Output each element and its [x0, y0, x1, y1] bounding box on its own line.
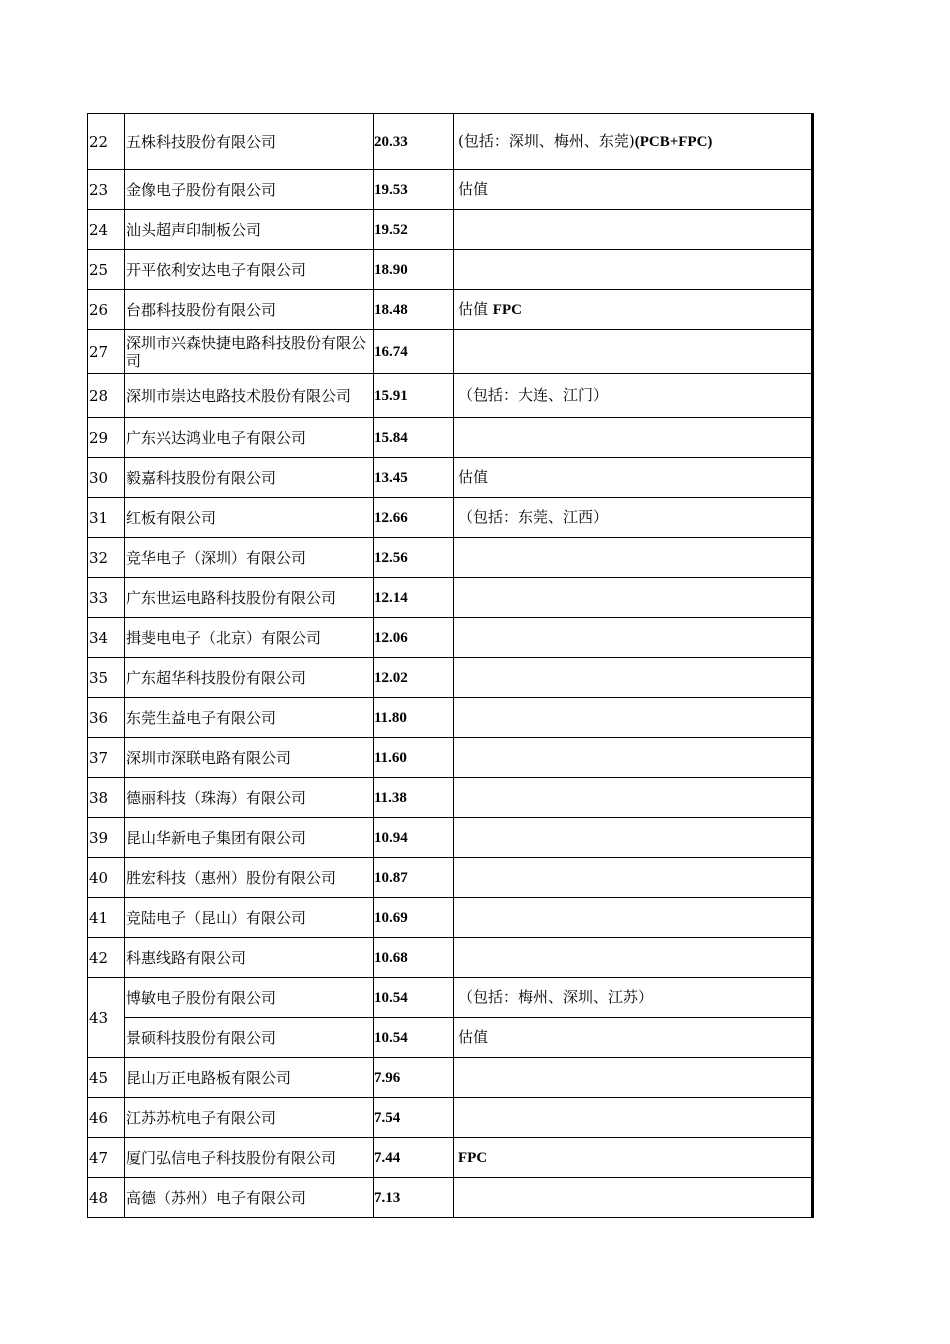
- rank-cell: 43: [88, 978, 125, 1058]
- table-row: [88, 1178, 813, 1218]
- note-cell: [454, 578, 813, 618]
- table-row: [88, 698, 813, 738]
- table-row: [88, 250, 813, 290]
- note-cell: [454, 738, 813, 778]
- note-cell: [454, 290, 813, 330]
- rank-cell: 27: [88, 330, 125, 374]
- rank-cell: 36: [88, 698, 125, 738]
- note-cell: [454, 170, 813, 210]
- company-name-cell: 科惠线路有限公司: [125, 938, 374, 978]
- table-row: [88, 330, 813, 374]
- value-cell: 20.33: [374, 114, 454, 170]
- value-cell: 10.54: [374, 978, 454, 1018]
- value-cell: 15.84: [374, 418, 454, 458]
- note-cell: [454, 778, 813, 818]
- rank-cell: 37: [88, 738, 125, 778]
- value-cell: 11.38: [374, 778, 454, 818]
- note-cell: [454, 114, 813, 170]
- rank-cell: 31: [88, 498, 125, 538]
- rank-cell: 30: [88, 458, 125, 498]
- rank-cell: 42: [88, 938, 125, 978]
- note-cell: [454, 818, 813, 858]
- rank-cell: 29: [88, 418, 125, 458]
- company-name-cell: 广东世运电路科技股份有限公司: [125, 578, 374, 618]
- company-name-cell: 东莞生益电子有限公司: [125, 698, 374, 738]
- note-cell: [454, 898, 813, 938]
- rank-cell: 34: [88, 618, 125, 658]
- table-body: [88, 114, 813, 1218]
- note-cell: [454, 1058, 813, 1098]
- rank-cell: 33: [88, 578, 125, 618]
- table-row: [88, 938, 813, 978]
- rank-cell: 32: [88, 538, 125, 578]
- table-row: [88, 738, 813, 778]
- value-cell: 10.68: [374, 938, 454, 978]
- note-cell: [454, 418, 813, 458]
- value-cell: 19.53: [374, 170, 454, 210]
- company-name-cell: 江苏苏杭电子有限公司: [125, 1098, 374, 1138]
- note-bold-text: FPC: [458, 1150, 488, 1166]
- note-text: (包括：深圳、梅州、东莞): [458, 132, 635, 150]
- company-name-cell: 台郡科技股份有限公司: [125, 290, 374, 330]
- rank-cell: 25: [88, 250, 125, 290]
- note-cell: [454, 1138, 813, 1178]
- table-row: [88, 538, 813, 578]
- note-cell: [454, 938, 813, 978]
- note-cell: [454, 858, 813, 898]
- rank-cell: 41: [88, 898, 125, 938]
- note-text: （包括：大连、江门）: [458, 386, 609, 404]
- note-cell: [454, 978, 813, 1018]
- value-cell: 16.74: [374, 330, 454, 374]
- table-row: [88, 858, 813, 898]
- rank-cell: 40: [88, 858, 125, 898]
- rank-cell: 48: [88, 1178, 125, 1218]
- note-cell: [454, 374, 813, 418]
- value-cell: 11.80: [374, 698, 454, 738]
- company-name-cell: 汕头超声印制板公司: [125, 210, 374, 250]
- table-row: [88, 978, 813, 1018]
- note-text: 估值: [458, 300, 493, 318]
- company-name-cell: 昆山万正电路板有限公司: [125, 1058, 374, 1098]
- company-name-cell: 竞陆电子（昆山）有限公司: [125, 898, 374, 938]
- table-row: [88, 170, 813, 210]
- company-name-cell: 红板有限公司: [125, 498, 374, 538]
- company-name-cell: 深圳市兴森快捷电路科技股份有限公司: [125, 330, 374, 374]
- table-row: [88, 418, 813, 458]
- table-row: [88, 114, 813, 170]
- company-name-cell: 毅嘉科技股份有限公司: [125, 458, 374, 498]
- note-cell: [454, 330, 813, 374]
- value-cell: 18.90: [374, 250, 454, 290]
- note-text: 估值: [458, 1028, 489, 1046]
- value-cell: 7.13: [374, 1178, 454, 1218]
- table-row: [88, 818, 813, 858]
- value-cell: 15.91: [374, 374, 454, 418]
- rank-cell: 38: [88, 778, 125, 818]
- company-name-cell: 竞华电子（深圳）有限公司: [125, 538, 374, 578]
- table-row: [88, 290, 813, 330]
- table-row: [88, 658, 813, 698]
- company-name-cell: 胜宏科技（惠州）股份有限公司: [125, 858, 374, 898]
- note-text: （包括：东莞、江西）: [458, 508, 609, 526]
- note-bold-text: (PCB+FPC): [634, 134, 713, 150]
- company-name-cell: 广东超华科技股份有限公司: [125, 658, 374, 698]
- value-cell: 7.96: [374, 1058, 454, 1098]
- note-cell: [454, 538, 813, 578]
- table-row: [88, 778, 813, 818]
- value-cell: 10.94: [374, 818, 454, 858]
- value-cell: 7.54: [374, 1098, 454, 1138]
- table-row: [88, 1018, 813, 1058]
- note-cell: [454, 698, 813, 738]
- company-name-cell: 高德（苏州）电子有限公司: [125, 1178, 374, 1218]
- value-cell: 11.60: [374, 738, 454, 778]
- rank-cell: 24: [88, 210, 125, 250]
- rank-cell: 35: [88, 658, 125, 698]
- table-row: [88, 618, 813, 658]
- value-cell: 13.45: [374, 458, 454, 498]
- rank-cell: 23: [88, 170, 125, 210]
- note-cell: [454, 498, 813, 538]
- value-cell: 12.66: [374, 498, 454, 538]
- note-cell: [454, 658, 813, 698]
- value-cell: 12.14: [374, 578, 454, 618]
- value-cell: 12.06: [374, 618, 454, 658]
- company-name-cell: 景硕科技股份有限公司: [125, 1018, 374, 1058]
- note-text: （包括：梅州、深圳、江苏）: [458, 988, 654, 1006]
- table-row: [88, 578, 813, 618]
- value-cell: 10.87: [374, 858, 454, 898]
- value-cell: 18.48: [374, 290, 454, 330]
- note-text: 估值: [458, 468, 489, 486]
- rank-cell: 46: [88, 1098, 125, 1138]
- rank-cell: 47: [88, 1138, 125, 1178]
- company-name-cell: 博敏电子股份有限公司: [125, 978, 374, 1018]
- note-text: 估值: [458, 180, 489, 198]
- company-name-cell: 深圳市崇达电路技术股份有限公司: [125, 374, 374, 418]
- table-row: [88, 498, 813, 538]
- table-row: [88, 458, 813, 498]
- company-name-cell: 揖斐电电子（北京）有限公司: [125, 618, 374, 658]
- value-cell: 19.52: [374, 210, 454, 250]
- table-row: [88, 210, 813, 250]
- company-name-cell: 金像电子股份有限公司: [125, 170, 374, 210]
- company-ranking-table: [87, 113, 814, 1218]
- rank-cell: 28: [88, 374, 125, 418]
- rank-cell: 39: [88, 818, 125, 858]
- table-row: [88, 898, 813, 938]
- value-cell: 12.56: [374, 538, 454, 578]
- company-name-cell: 开平依利安达电子有限公司: [125, 250, 374, 290]
- company-name-cell: 广东兴达鸿业电子有限公司: [125, 418, 374, 458]
- note-bold-text: FPC: [492, 302, 522, 318]
- value-cell: 12.02: [374, 658, 454, 698]
- company-name-cell: 昆山华新电子集团有限公司: [125, 818, 374, 858]
- table-row: [88, 1058, 813, 1098]
- rank-cell: 22: [88, 114, 125, 170]
- note-cell: [454, 1018, 813, 1058]
- note-cell: [454, 458, 813, 498]
- note-cell: [454, 210, 813, 250]
- value-cell: 10.54: [374, 1018, 454, 1058]
- rank-cell: 45: [88, 1058, 125, 1098]
- note-cell: [454, 1098, 813, 1138]
- note-cell: [454, 1178, 813, 1218]
- rank-cell: 26: [88, 290, 125, 330]
- note-cell: [454, 250, 813, 290]
- table-row: [88, 1138, 813, 1178]
- value-cell: 10.69: [374, 898, 454, 938]
- company-name-cell: 厦门弘信电子科技股份有限公司: [125, 1138, 374, 1178]
- table-row: [88, 1098, 813, 1138]
- company-name-cell: 五株科技股份有限公司: [125, 114, 374, 170]
- company-name-cell: 德丽科技（珠海）有限公司: [125, 778, 374, 818]
- company-name-cell: 深圳市深联电路有限公司: [125, 738, 374, 778]
- table-row: [88, 374, 813, 418]
- note-cell: [454, 618, 813, 658]
- value-cell: 7.44: [374, 1138, 454, 1178]
